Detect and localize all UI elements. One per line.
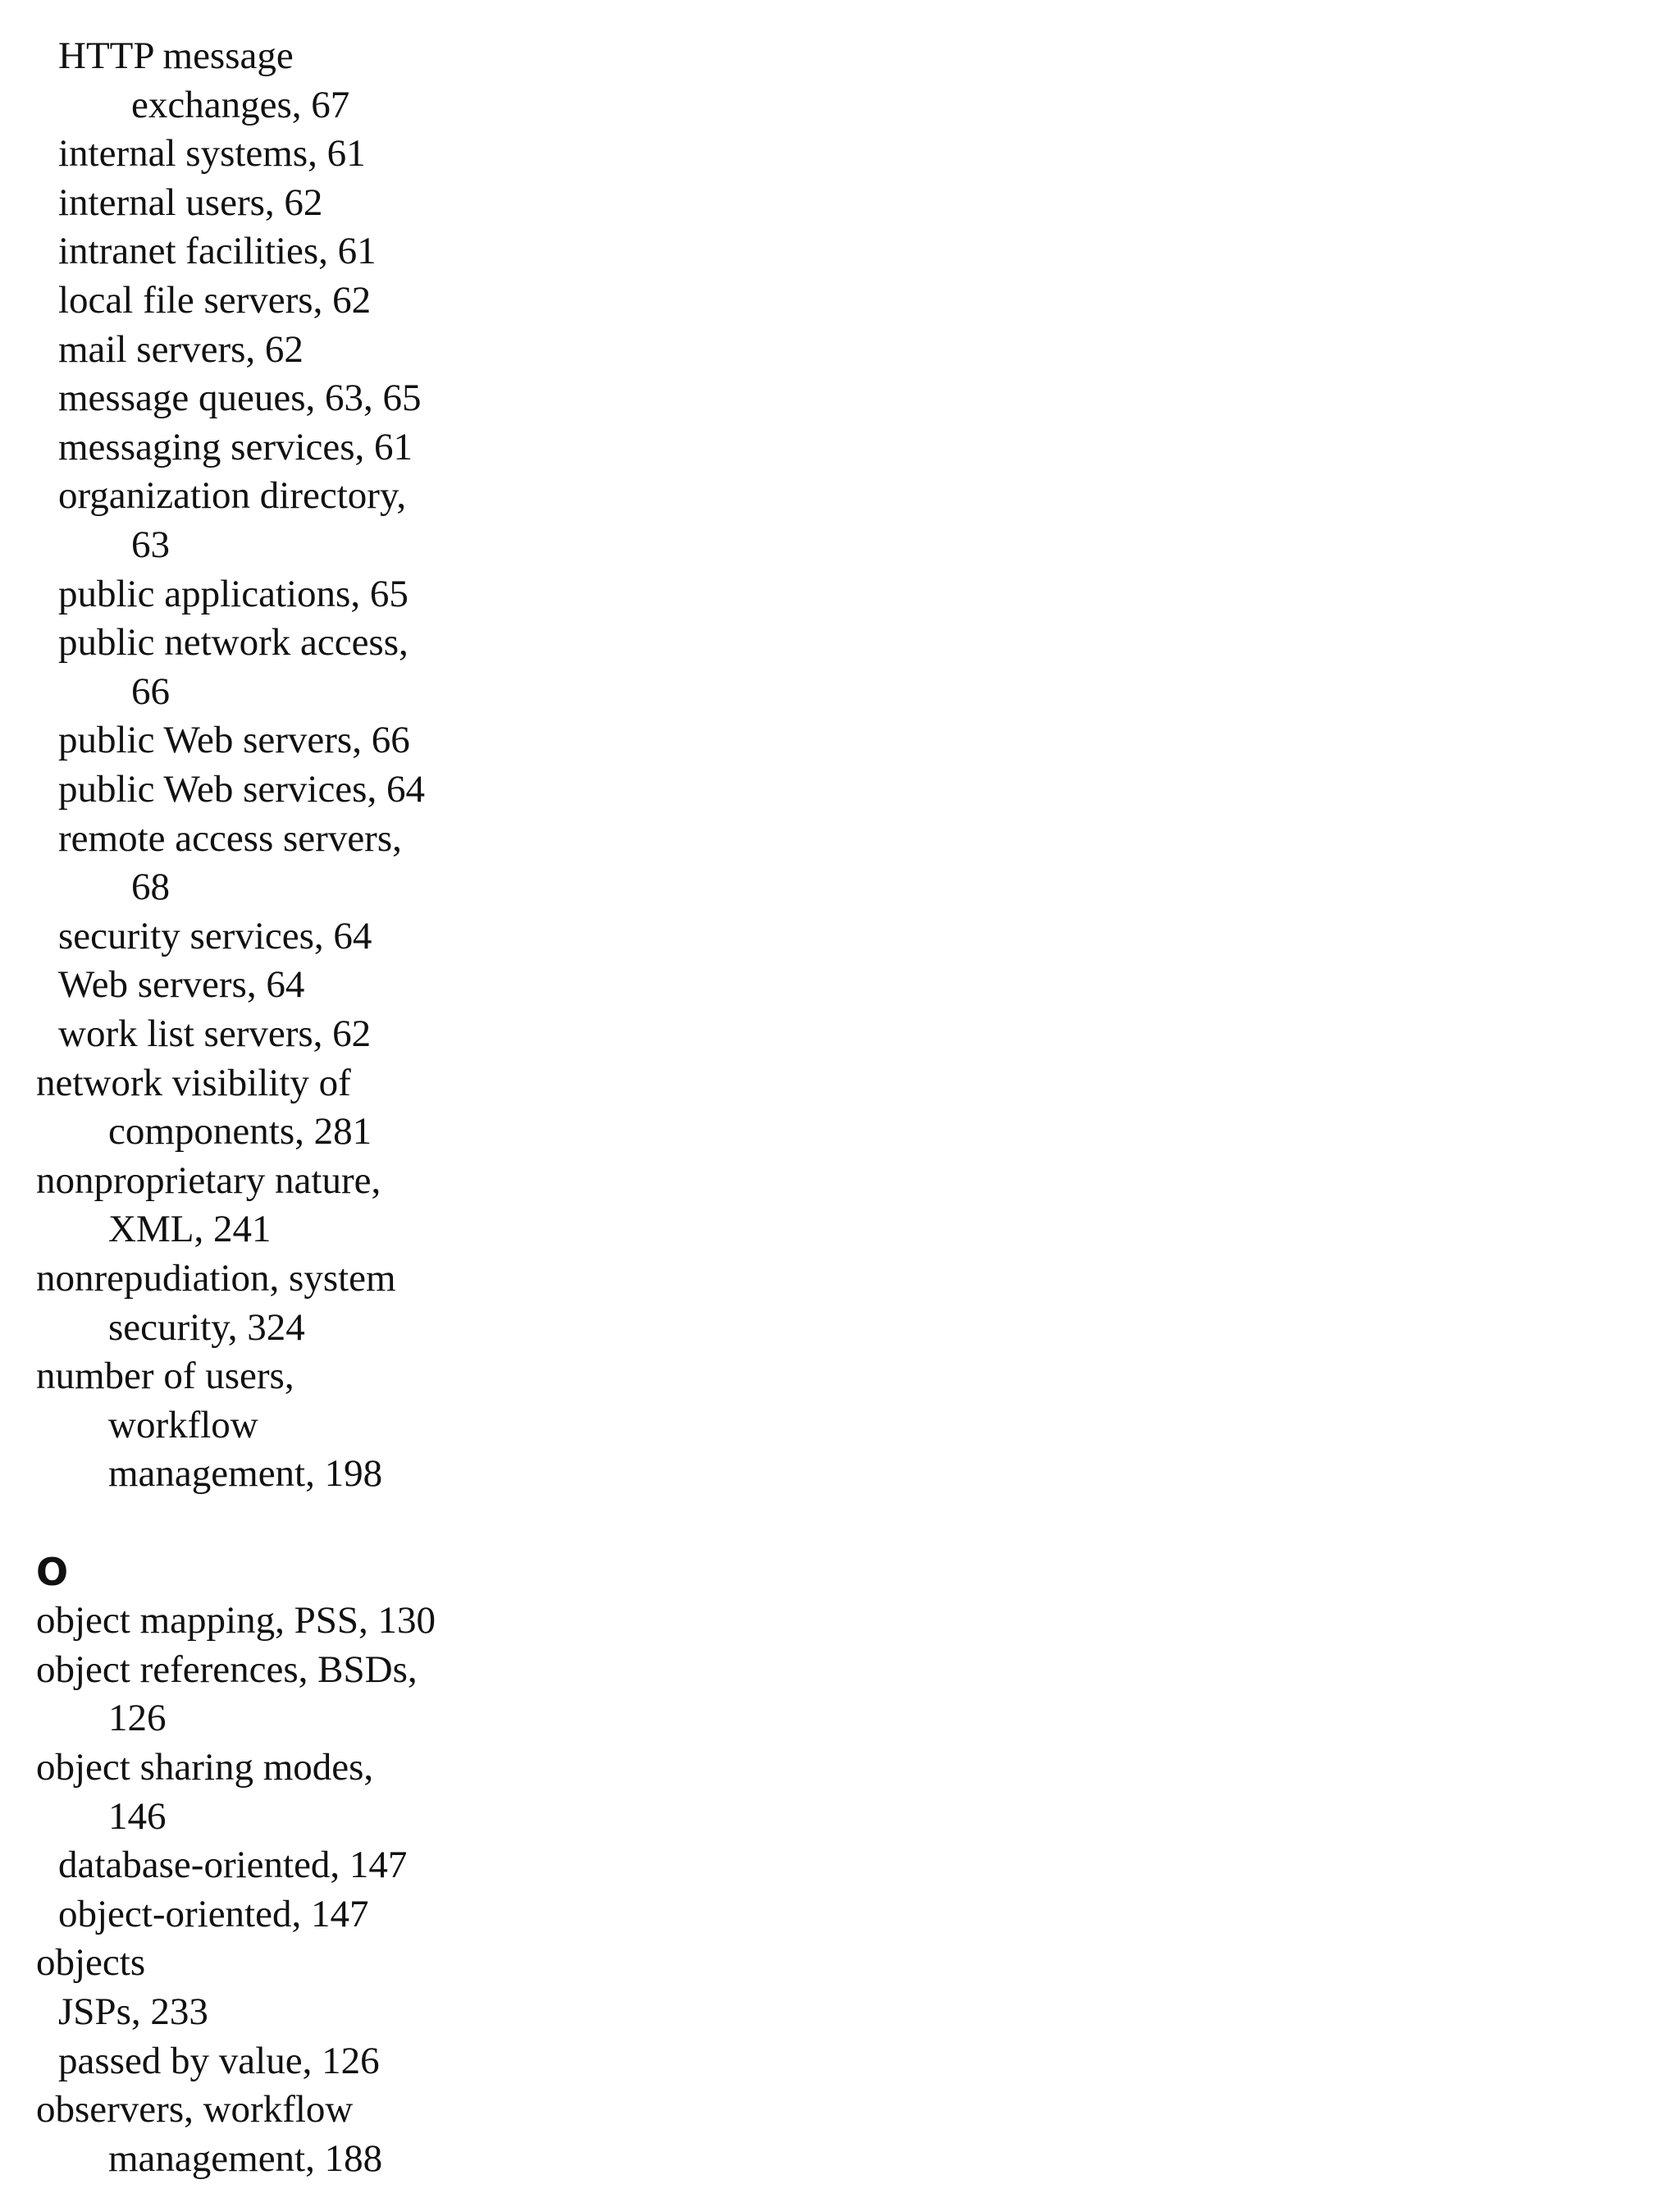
index-subentry: messaging services, 61 xyxy=(58,425,413,468)
index-entry: observers, workflow xyxy=(36,2088,354,2132)
index-entry-continuation: 146 xyxy=(108,1794,167,1838)
index-subentry: JSPs, 233 xyxy=(58,1990,208,2033)
index-entry: object mapping, PSS, 130 xyxy=(36,1599,436,1643)
index-subentry: intranet facilities, 61 xyxy=(58,230,377,273)
index-entry-continuation: workflow xyxy=(108,1403,258,1446)
index-subentry: internal systems, 61 xyxy=(58,132,366,176)
index-subentry: public Web servers, 66 xyxy=(58,719,410,762)
index-subentry: remote access servers, xyxy=(58,816,402,860)
index-subentry: database-oriented, 147 xyxy=(58,1844,408,1887)
index-entry: network visibility of xyxy=(36,1061,351,1104)
index-entry-continuation: management, 198 xyxy=(108,1452,383,1496)
index-entry: number of users, xyxy=(36,1355,294,1398)
index-subentry: local file servers, 62 xyxy=(58,279,372,322)
index-subentry: passed by value, 126 xyxy=(58,2039,380,2082)
index-entry: objects xyxy=(36,1941,146,1985)
index-entry-continuation: components, 281 xyxy=(108,1110,372,1154)
index-subentry: Web servers, 64 xyxy=(58,963,305,1007)
index-subentry: work list servers, 62 xyxy=(58,1012,372,1055)
index-entry-continuation: management, 188 xyxy=(108,2136,383,2180)
index-subentry: HTTP message xyxy=(58,34,294,77)
index-entry: object references, BSDs, xyxy=(36,1647,418,1691)
index-entry-continuation: 66 xyxy=(131,669,170,713)
section-letter-heading: O xyxy=(36,1549,69,1594)
index-entry-continuation: 68 xyxy=(131,866,170,909)
index-subentry: organization directory, xyxy=(58,474,407,518)
index-subentry: public Web services, 64 xyxy=(58,768,425,811)
index-subentry: internal users, 62 xyxy=(58,180,323,224)
index-entry: nonrepudiation, system xyxy=(36,1257,396,1300)
index-subentry: mail servers, 62 xyxy=(58,327,304,371)
index-subentry: object-oriented, 147 xyxy=(58,1892,369,1935)
index-entry: object sharing modes, xyxy=(36,1746,374,1789)
index-subentry: public applications, 65 xyxy=(58,572,409,615)
index-entry-continuation: security, 324 xyxy=(108,1305,305,1349)
index-subentry: security services, 64 xyxy=(58,914,372,957)
index-subentry: public network access, xyxy=(58,621,409,665)
index-entry-continuation: XML, 241 xyxy=(108,1208,272,1251)
index-entry-continuation: 63 xyxy=(131,523,170,566)
index-entry: nonproprietary nature, xyxy=(36,1158,381,1202)
index-entry-continuation: exchanges, 67 xyxy=(131,83,350,126)
index-subentry: message queues, 63, 65 xyxy=(58,377,422,420)
index-entry-continuation: 126 xyxy=(108,1697,167,1740)
